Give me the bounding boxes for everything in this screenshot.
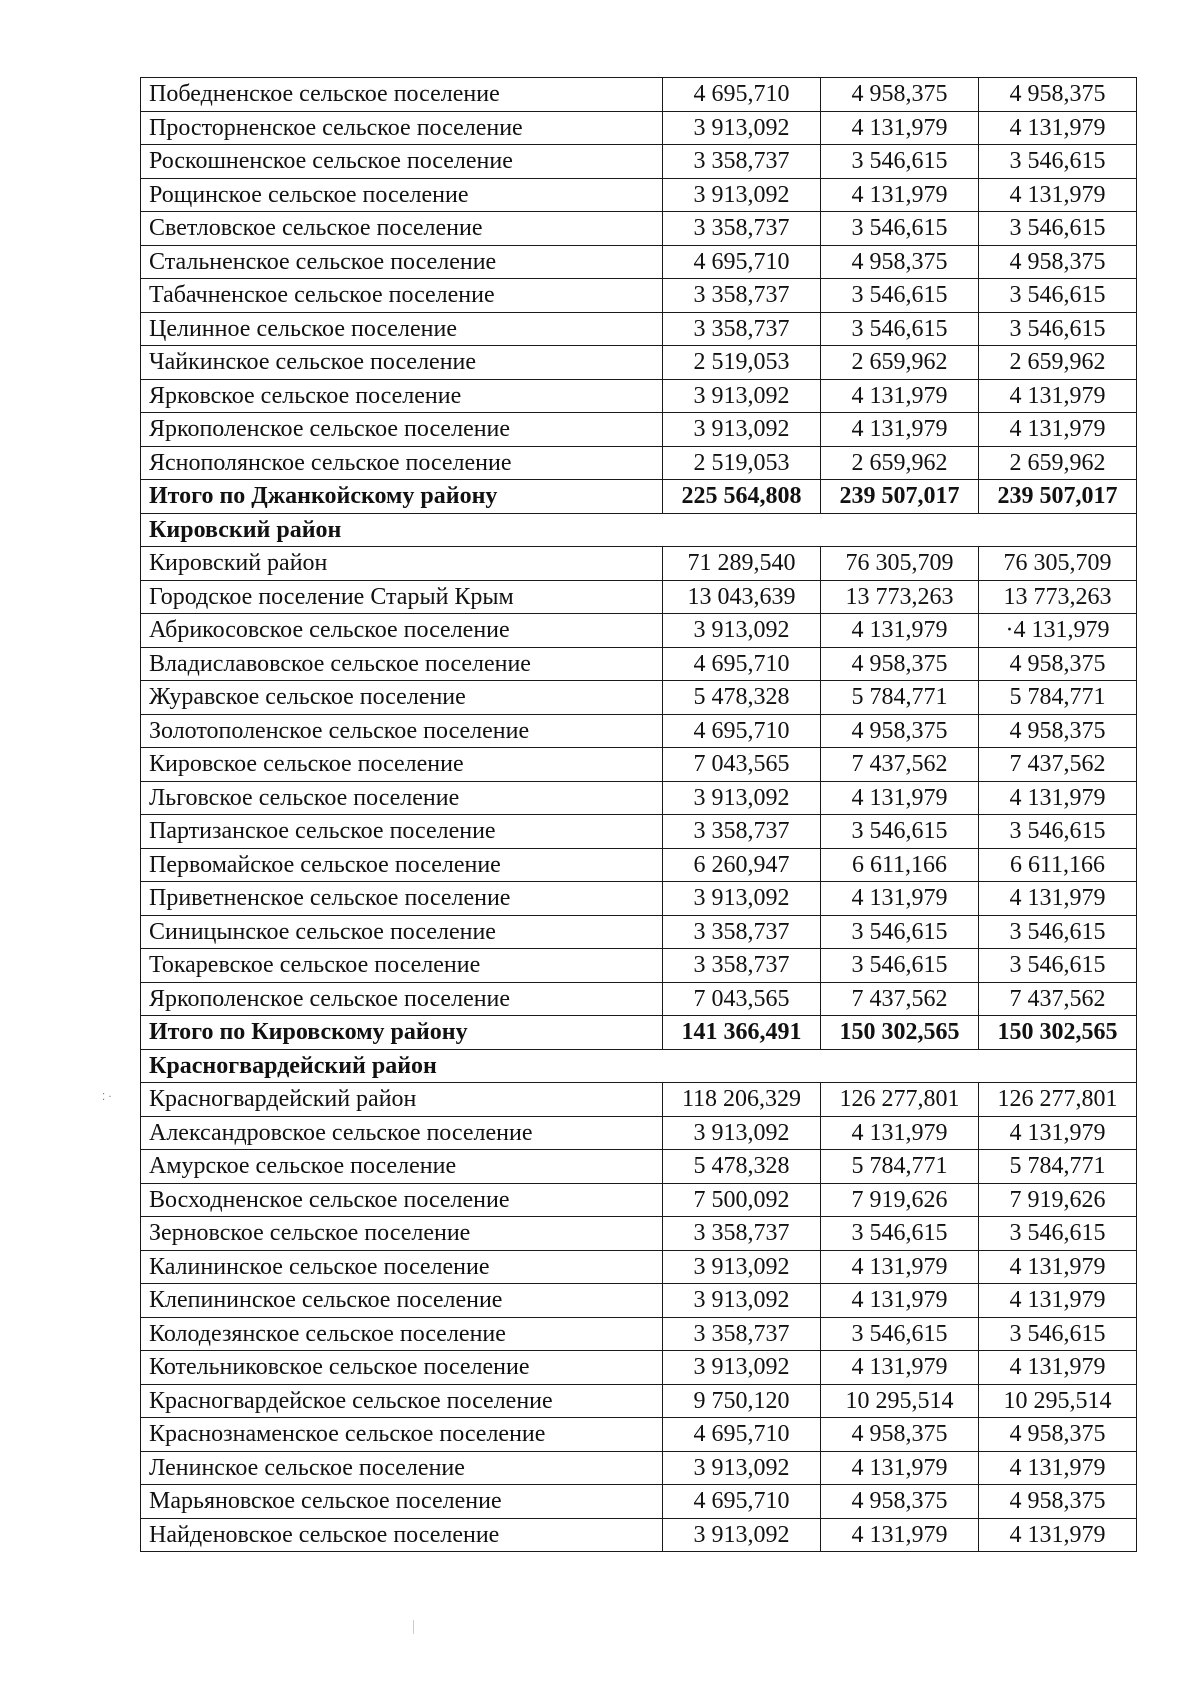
value-cell-1: 6 260,947 — [663, 848, 821, 882]
table-row — [141, 1083, 1137, 1117]
value-cell-2: 2 659,962 — [821, 446, 979, 480]
scan-artifact — [413, 1620, 414, 1634]
value-cell-2: 10 295,514 — [821, 1384, 979, 1418]
section-header-row — [141, 1049, 1137, 1083]
value-cell-1: 3 913,092 — [663, 1284, 821, 1318]
value-cell-3: 4 131,979 — [979, 1116, 1137, 1150]
settlement-name-cell: Кировский район — [141, 547, 663, 581]
value-cell-1: 3 913,092 — [663, 111, 821, 145]
settlement-name-cell: Кировское сельское поселение — [141, 748, 663, 782]
value-cell-1: 3 913,092 — [663, 379, 821, 413]
value-cell-1: 3 913,092 — [663, 1518, 821, 1552]
value-cell-1: 118 206,329 — [663, 1083, 821, 1117]
settlement-name-cell: Табачненское сельское поселение — [141, 279, 663, 313]
settlement-name-cell: Журавское сельское поселение — [141, 681, 663, 715]
table-row — [141, 1518, 1137, 1552]
budget-table — [140, 77, 1137, 1552]
value-cell-3: 4 958,375 — [979, 78, 1137, 112]
value-cell-2: 4 958,375 — [821, 245, 979, 279]
settlement-name-cell: Клепининское сельское поселение — [141, 1284, 663, 1318]
value-cell-3: 3 546,615 — [979, 1317, 1137, 1351]
table-row — [141, 1284, 1137, 1318]
table-row — [141, 815, 1137, 849]
value-cell-3: 4 958,375 — [979, 714, 1137, 748]
table-row — [141, 212, 1137, 246]
table-row — [141, 446, 1137, 480]
table-row — [141, 1317, 1137, 1351]
value-cell-2: 3 546,615 — [821, 949, 979, 983]
table-row — [141, 1485, 1137, 1519]
value-cell-1: 9 750,120 — [663, 1384, 821, 1418]
value-cell-1: 4 695,710 — [663, 245, 821, 279]
settlement-name-cell: Марьяновское сельское поселение — [141, 1485, 663, 1519]
value-cell-3: 150 302,565 — [979, 1016, 1137, 1050]
value-cell-2: 4 131,979 — [821, 1351, 979, 1385]
settlement-name-cell: Светловское сельское поселение — [141, 212, 663, 246]
value-cell-1: 3 358,737 — [663, 145, 821, 179]
settlement-name-cell: Просторненское сельское поселение — [141, 111, 663, 145]
value-cell-1: 7 043,565 — [663, 748, 821, 782]
table-row — [141, 848, 1137, 882]
value-cell-3: 5 784,771 — [979, 681, 1137, 715]
value-cell-2: 4 958,375 — [821, 714, 979, 748]
value-cell-3: 4 131,979 — [979, 413, 1137, 447]
value-cell-2: 3 546,615 — [821, 312, 979, 346]
settlement-name-cell: Рощинское сельское поселение — [141, 178, 663, 212]
settlement-name-cell: Приветненское сельское поселение — [141, 882, 663, 916]
value-cell-2: 3 546,615 — [821, 815, 979, 849]
table-row — [141, 614, 1137, 648]
value-cell-3: 4 131,979 — [979, 1250, 1137, 1284]
value-cell-3: 3 546,615 — [979, 279, 1137, 313]
section-header-row — [141, 513, 1137, 547]
value-cell-3: 2 659,962 — [979, 346, 1137, 380]
settlement-name-cell: Городское поселение Старый Крым — [141, 580, 663, 614]
value-cell-2: 4 131,979 — [821, 379, 979, 413]
table-row — [141, 1451, 1137, 1485]
scan-mark: ⁚ · — [102, 1092, 112, 1103]
value-cell-1: 3 913,092 — [663, 1351, 821, 1385]
settlement-name-cell: Восходненское сельское поселение — [141, 1183, 663, 1217]
table-row — [141, 1250, 1137, 1284]
settlement-name-cell: Партизанское сельское поселение — [141, 815, 663, 849]
settlement-name-cell: Победненское сельское поселение — [141, 78, 663, 112]
value-cell-2: 3 546,615 — [821, 915, 979, 949]
value-cell-3: 4 958,375 — [979, 1418, 1137, 1452]
settlement-name-cell: Роскошненское сельское поселение — [141, 145, 663, 179]
value-cell-3: 4 131,979 — [979, 178, 1137, 212]
value-cell-3: 4 958,375 — [979, 647, 1137, 681]
value-cell-3: 3 546,615 — [979, 312, 1137, 346]
value-cell-2: 4 958,375 — [821, 1418, 979, 1452]
table-row — [141, 178, 1137, 212]
value-cell-3: 4 131,979 — [979, 1284, 1137, 1318]
table-row — [141, 1183, 1137, 1217]
settlement-name-cell: Итого по Джанкойскому району — [141, 480, 663, 514]
table-row — [141, 379, 1137, 413]
settlement-name-cell: Амурское сельское поселение — [141, 1150, 663, 1184]
table-row — [141, 245, 1137, 279]
settlement-name-cell: Синицынское сельское поселение — [141, 915, 663, 949]
value-cell-2: 3 546,615 — [821, 279, 979, 313]
value-cell-2: 2 659,962 — [821, 346, 979, 380]
value-cell-2: 5 784,771 — [821, 1150, 979, 1184]
value-cell-3: 3 546,615 — [979, 949, 1137, 983]
value-cell-3: 3 546,615 — [979, 915, 1137, 949]
table-row — [141, 413, 1137, 447]
value-cell-2: 4 958,375 — [821, 647, 979, 681]
value-cell-2: 3 546,615 — [821, 1217, 979, 1251]
table-row — [141, 111, 1137, 145]
value-cell-1: 3 358,737 — [663, 212, 821, 246]
value-cell-1: 4 695,710 — [663, 714, 821, 748]
settlement-name-cell: Целинное сельское поселение — [141, 312, 663, 346]
value-cell-3: 7 437,562 — [979, 748, 1137, 782]
value-cell-2: 4 131,979 — [821, 413, 979, 447]
value-cell-1: 3 913,092 — [663, 882, 821, 916]
table-row — [141, 312, 1137, 346]
table-row — [141, 949, 1137, 983]
value-cell-1: 3 913,092 — [663, 1250, 821, 1284]
table-row — [141, 882, 1137, 916]
value-cell-1: 3 913,092 — [663, 178, 821, 212]
settlement-name-cell: Колодезянское сельское поселение — [141, 1317, 663, 1351]
value-cell-1: 4 695,710 — [663, 647, 821, 681]
settlement-name-cell: Ярковское сельское поселение — [141, 379, 663, 413]
settlement-name-cell: Яснополянское сельское поселение — [141, 446, 663, 480]
settlement-name-cell: Яркополенское сельское поселение — [141, 413, 663, 447]
table-row — [141, 714, 1137, 748]
section-title: Красногвардейский район — [141, 1049, 1137, 1083]
value-cell-3: 3 546,615 — [979, 1217, 1137, 1251]
value-cell-2: 239 507,017 — [821, 480, 979, 514]
value-cell-1: 4 695,710 — [663, 1418, 821, 1452]
value-cell-2: 3 546,615 — [821, 145, 979, 179]
value-cell-2: 13 773,263 — [821, 580, 979, 614]
table-row — [141, 547, 1137, 581]
value-cell-2: 4 131,979 — [821, 178, 979, 212]
settlement-name-cell: Краснознаменское сельское поселение — [141, 1418, 663, 1452]
value-cell-1: 141 366,491 — [663, 1016, 821, 1050]
value-cell-1: 3 358,737 — [663, 1217, 821, 1251]
value-cell-3: 4 958,375 — [979, 1485, 1137, 1519]
table-row — [141, 1351, 1137, 1385]
table-row — [141, 1418, 1137, 1452]
value-cell-2: 4 131,979 — [821, 1518, 979, 1552]
settlement-name-cell: Чайкинское сельское поселение — [141, 346, 663, 380]
value-cell-2: 3 546,615 — [821, 212, 979, 246]
table-row — [141, 748, 1137, 782]
value-cell-2: 4 131,979 — [821, 1451, 979, 1485]
value-cell-3: 4 131,979 — [979, 1351, 1137, 1385]
value-cell-1: 225 564,808 — [663, 480, 821, 514]
value-cell-2: 4 131,979 — [821, 882, 979, 916]
table-row — [141, 647, 1137, 681]
value-cell-2: 4 131,979 — [821, 781, 979, 815]
value-cell-2: 7 437,562 — [821, 748, 979, 782]
value-cell-2: 4 131,979 — [821, 1250, 979, 1284]
value-cell-2: 126 277,801 — [821, 1083, 979, 1117]
table-row — [141, 78, 1137, 112]
table-row — [141, 279, 1137, 313]
value-cell-2: 7 437,562 — [821, 982, 979, 1016]
value-cell-1: 3 358,737 — [663, 279, 821, 313]
value-cell-1: 3 358,737 — [663, 815, 821, 849]
value-cell-1: 13 043,639 — [663, 580, 821, 614]
table-row — [141, 1384, 1137, 1418]
value-cell-1: 2 519,053 — [663, 346, 821, 380]
settlement-name-cell: Красногвардейское сельское поселение — [141, 1384, 663, 1418]
settlement-name-cell: Зерновское сельское поселение — [141, 1217, 663, 1251]
value-cell-2: 150 302,565 — [821, 1016, 979, 1050]
settlement-name-cell: Токаревское сельское поселение — [141, 949, 663, 983]
value-cell-3: 4 131,979 — [979, 781, 1137, 815]
value-cell-1: 4 695,710 — [663, 1485, 821, 1519]
value-cell-3: 7 437,562 — [979, 982, 1137, 1016]
value-cell-2: 4 958,375 — [821, 78, 979, 112]
table-row — [141, 1217, 1137, 1251]
value-cell-1: 7 043,565 — [663, 982, 821, 1016]
value-cell-2: 5 784,771 — [821, 681, 979, 715]
table-row — [141, 982, 1137, 1016]
value-cell-2: 6 611,166 — [821, 848, 979, 882]
table-row — [141, 145, 1137, 179]
value-cell-3: 76 305,709 — [979, 547, 1137, 581]
value-cell-1: 2 519,053 — [663, 446, 821, 480]
value-cell-1: 3 913,092 — [663, 1451, 821, 1485]
settlement-name-cell: Калининское сельское поселение — [141, 1250, 663, 1284]
value-cell-1: 3 913,092 — [663, 1116, 821, 1150]
table-row — [141, 681, 1137, 715]
value-cell-1: 3 358,737 — [663, 312, 821, 346]
table-row — [141, 915, 1137, 949]
table-row — [141, 580, 1137, 614]
value-cell-3: 3 546,615 — [979, 212, 1137, 246]
value-cell-3: 5 784,771 — [979, 1150, 1137, 1184]
value-cell-3: 126 277,801 — [979, 1083, 1137, 1117]
value-cell-3: 3 546,615 — [979, 815, 1137, 849]
table-row — [141, 781, 1137, 815]
value-cell-1: 3 358,737 — [663, 915, 821, 949]
settlement-name-cell: Стальненское сельское поселение — [141, 245, 663, 279]
value-cell-2: 4 958,375 — [821, 1485, 979, 1519]
value-cell-3: 3 546,615 — [979, 145, 1137, 179]
value-cell-3: 4 958,375 — [979, 245, 1137, 279]
settlement-name-cell: Абрикосовское сельское поселение — [141, 614, 663, 648]
value-cell-3: ·4 131,979 — [979, 614, 1137, 648]
value-cell-1: 3 913,092 — [663, 614, 821, 648]
value-cell-2: 3 546,615 — [821, 1317, 979, 1351]
value-cell-2: 4 131,979 — [821, 1116, 979, 1150]
value-cell-1: 5 478,328 — [663, 1150, 821, 1184]
settlement-name-cell: Первомайское сельское поселение — [141, 848, 663, 882]
section-title: Кировский район — [141, 513, 1137, 547]
value-cell-1: 3 358,737 — [663, 1317, 821, 1351]
table-row — [141, 346, 1137, 380]
table-row — [141, 1150, 1137, 1184]
settlement-name-cell: Найденовское сельское поселение — [141, 1518, 663, 1552]
value-cell-3: 4 131,979 — [979, 1451, 1137, 1485]
settlement-name-cell: Владиславовское сельское поселение — [141, 647, 663, 681]
value-cell-3: 239 507,017 — [979, 480, 1137, 514]
settlement-name-cell: Ленинское сельское поселение — [141, 1451, 663, 1485]
value-cell-3: 2 659,962 — [979, 446, 1137, 480]
value-cell-2: 7 919,626 — [821, 1183, 979, 1217]
value-cell-1: 5 478,328 — [663, 681, 821, 715]
value-cell-1: 71 289,540 — [663, 547, 821, 581]
settlement-name-cell: Красногвардейский район — [141, 1083, 663, 1117]
value-cell-1: 3 913,092 — [663, 781, 821, 815]
value-cell-2: 4 131,979 — [821, 1284, 979, 1318]
value-cell-1: 3 913,092 — [663, 413, 821, 447]
table-body — [141, 78, 1137, 1552]
value-cell-1: 3 358,737 — [663, 949, 821, 983]
value-cell-1: 7 500,092 — [663, 1183, 821, 1217]
value-cell-1: 4 695,710 — [663, 78, 821, 112]
value-cell-3: 6 611,166 — [979, 848, 1137, 882]
value-cell-3: 4 131,979 — [979, 111, 1137, 145]
value-cell-2: 4 131,979 — [821, 111, 979, 145]
settlement-name-cell: Итого по Кировскому району — [141, 1016, 663, 1050]
settlement-name-cell: Котельниковское сельское поселение — [141, 1351, 663, 1385]
value-cell-3: 4 131,979 — [979, 379, 1137, 413]
value-cell-2: 76 305,709 — [821, 547, 979, 581]
settlement-name-cell: Золотополенское сельское поселение — [141, 714, 663, 748]
table-row — [141, 1116, 1137, 1150]
value-cell-3: 10 295,514 — [979, 1384, 1137, 1418]
value-cell-3: 7 919,626 — [979, 1183, 1137, 1217]
value-cell-3: 4 131,979 — [979, 882, 1137, 916]
total-row — [141, 1016, 1137, 1050]
value-cell-2: 4 131,979 — [821, 614, 979, 648]
total-row — [141, 480, 1137, 514]
value-cell-3: 13 773,263 — [979, 580, 1137, 614]
settlement-name-cell: Яркополенское сельское поселение — [141, 982, 663, 1016]
value-cell-3: 4 131,979 — [979, 1518, 1137, 1552]
settlement-name-cell: Александровское сельское поселение — [141, 1116, 663, 1150]
settlement-name-cell: Льговское сельское поселение — [141, 781, 663, 815]
